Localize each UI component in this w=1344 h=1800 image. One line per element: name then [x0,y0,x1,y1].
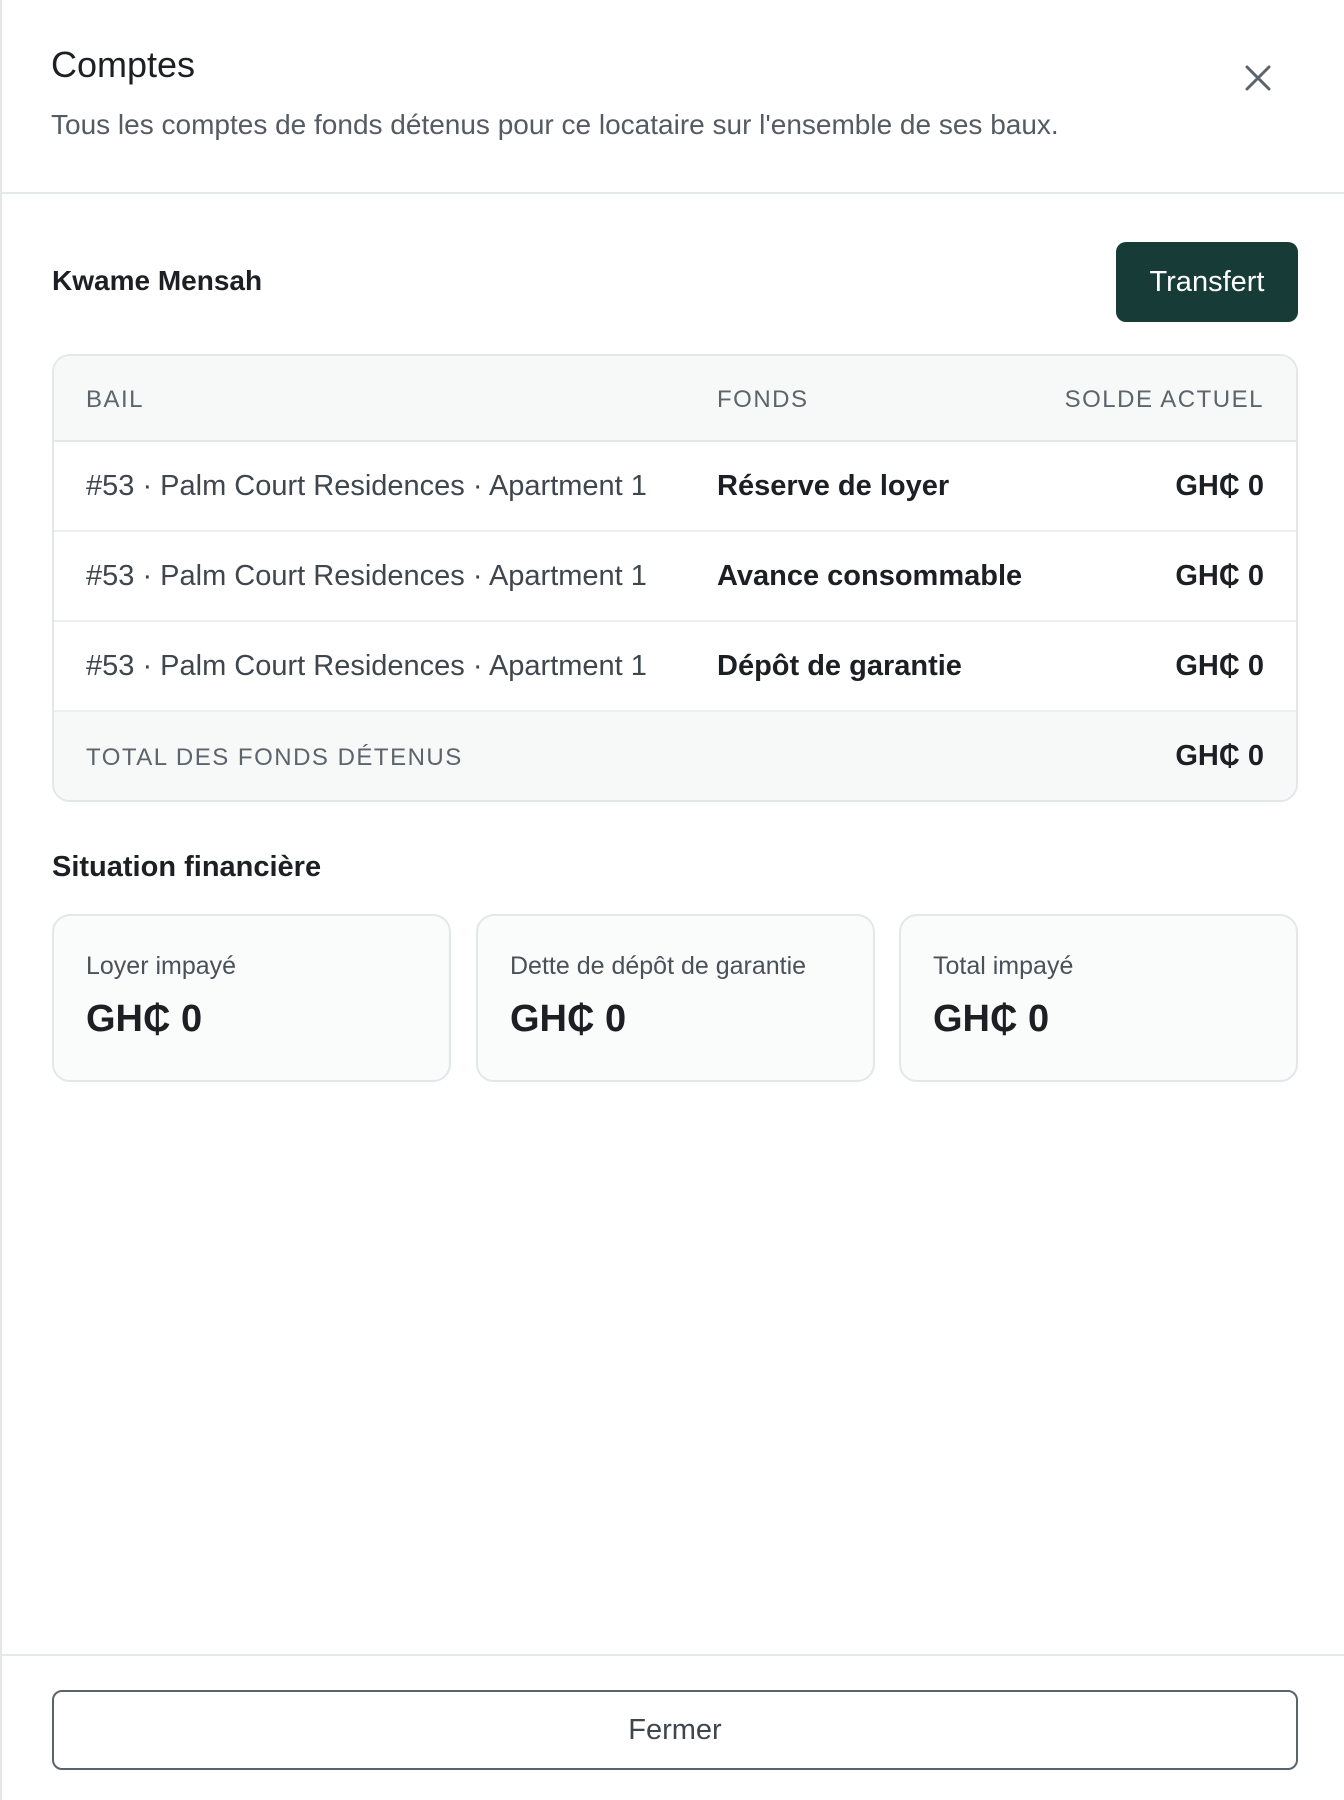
balance-cell: GH₵ 0 [1175,560,1264,592]
page-subtitle: Tous les comptes de fonds détenus pour ce locataire sur l'ensemble de ses baux. [51,109,1059,140]
column-header-lease: BAIL [86,386,145,413]
fund-cell: Avance consommable [717,560,1023,592]
balance-cell: GH₵ 0 [1175,470,1264,502]
column-header-balance: SOLDE ACTUEL [1064,386,1264,413]
lease-cell: #53 · Palm Court Residences · Apartment 1 [86,470,647,502]
deposit-debt-card [476,914,875,1082]
lease-cell: #53 · Palm Court Residences · Apartment 1 [86,560,647,592]
panel-header [2,0,1344,194]
total-value: GH₵ 0 [1175,740,1264,772]
page-title: Comptes [51,44,196,85]
table-row [54,622,1296,712]
table-header [54,356,1296,442]
panel-footer [2,1654,1344,1800]
financial-situation-title: Situation financière [52,851,322,883]
card-value: GH₵ 0 [86,998,203,1040]
card-label: Loyer impayé [86,952,237,980]
close-icon [1243,63,1273,93]
total-label: TOTAL DES FONDS DÉTENUS [86,744,463,771]
card-value: GH₵ 0 [510,998,627,1040]
table-row [54,532,1296,622]
card-label: Total impayé [933,952,1074,980]
fund-cell: Dépôt de garantie [717,650,962,682]
total-row [54,712,1296,802]
funds-table [52,354,1298,802]
total-unpaid-card [899,914,1298,1082]
card-label: Dette de dépôt de garantie [510,952,807,980]
lease-cell: #53 · Palm Court Residences · Apartment 1 [86,650,647,682]
transfer-button[interactable]: Transfert [1116,242,1298,322]
unpaid-rent-card [52,914,451,1082]
close-footer-button[interactable]: Fermer [52,1690,1298,1770]
balance-cell: GH₵ 0 [1175,650,1264,682]
table-row [54,442,1296,532]
fund-cell: Réserve de loyer [717,470,950,502]
card-value: GH₵ 0 [933,998,1050,1040]
close-button[interactable] [1236,56,1280,100]
column-header-fund: FONDS [717,386,809,413]
tenant-name: Kwame Mensah [52,265,263,296]
